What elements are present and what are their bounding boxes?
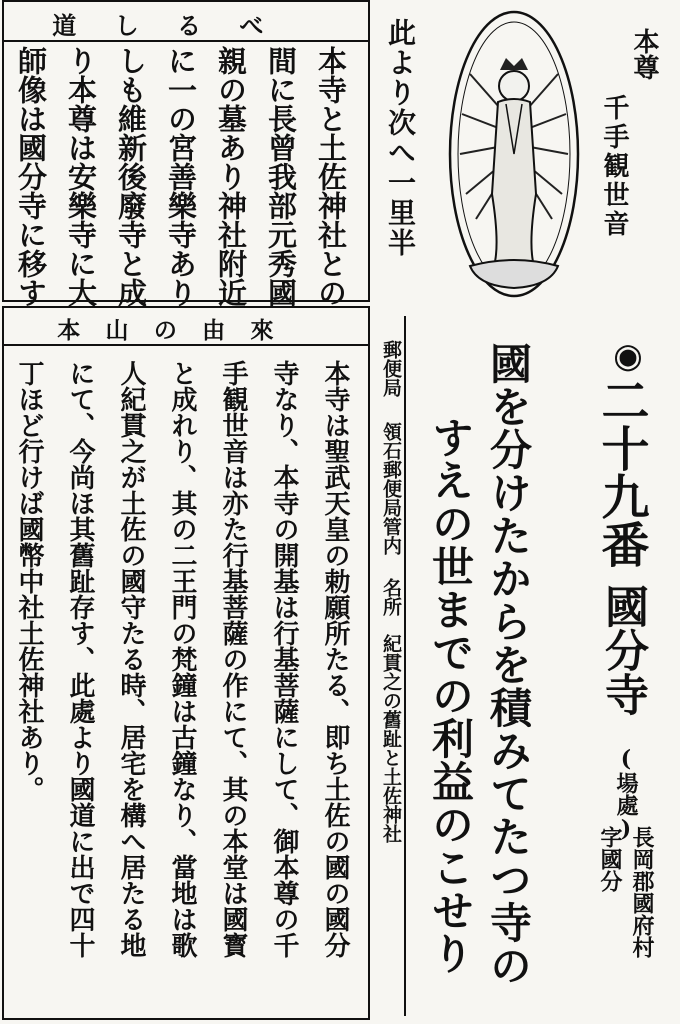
michishirube-line: に一の宮善樂寺あり (164, 46, 198, 307)
michishirube-line: しも維新後廢寺と成 (114, 46, 148, 307)
temple-block (412, 316, 678, 1022)
michishirube-line: 間に長曾我部元秀國 (264, 46, 298, 307)
engi-line: 手観世音は亦た行基菩薩の作にて、其の本堂は國寳 (218, 360, 248, 958)
address-line2: 字國分 (597, 826, 623, 892)
michishirube-panel (2, 0, 370, 307)
michishirube-header: 道しるべ (52, 11, 302, 40)
place-label: (場處) (613, 746, 639, 842)
temple-number: 二十九番 (593, 376, 649, 568)
engi-line: にて、今尚ほ其舊趾存す、此處より國道に出で四十 (65, 360, 95, 958)
michishirube-text (11, 46, 352, 307)
engi-header: 本山の由來 (57, 317, 299, 344)
temple-name: 國分寺 (597, 584, 648, 716)
engi-panel (2, 306, 370, 1020)
michishirube-line: り本尊は安樂寺に大 (64, 46, 98, 307)
next-distance: 此より次へ一里半 (384, 18, 417, 258)
michishirube-line: 親の墓あり神社附近 (214, 46, 248, 307)
michishirube-line: 師像は國分寺に移す (14, 46, 48, 307)
column-divider (404, 316, 406, 1016)
kannon-image (430, 4, 598, 304)
post-info (376, 340, 406, 980)
engi-line: 人紀貫之が土佐の國守たる時、居宅を構へ居たる地 (116, 360, 146, 958)
number-mark: ◉ (608, 336, 648, 376)
engi-divider (4, 344, 368, 346)
goeika-line2: すえの世までの利益のこせり (426, 416, 475, 975)
engi-line: 本寺は聖武天皇の勅願所たる、即ち土佐の國の國分 (320, 360, 350, 958)
engi-text (11, 360, 354, 1010)
engi-line: 寺なり、本寺の開基は行基菩薩にして、御本尊の千 (269, 360, 299, 958)
engi-line: と成れり、其の二王門の梵鐘は古鐘なり、當地は歌 (167, 360, 197, 958)
engi-line: 丁ほど行けば國幣中社土佐神社あり。 (14, 360, 44, 802)
post-office-value: 領石郵便局管内 (380, 422, 402, 555)
honzon-label: 本尊 (629, 28, 659, 80)
honzon-name: 千手観世音 (599, 94, 629, 239)
michishirube-line: 本寺と土佐神社との (314, 46, 348, 307)
goeika-line1: 國を分けたからを積みてたつ寺の (484, 342, 533, 987)
address-line1: 長岡郡國府村 (629, 826, 655, 958)
sights-label: 名所 (380, 578, 402, 616)
senju-kannon-figure (430, 4, 598, 304)
sights-value: 紀貫之の舊趾と土佐神社 (380, 634, 402, 843)
header-divider (4, 40, 368, 42)
post-office-label: 郵便局 (380, 340, 402, 397)
